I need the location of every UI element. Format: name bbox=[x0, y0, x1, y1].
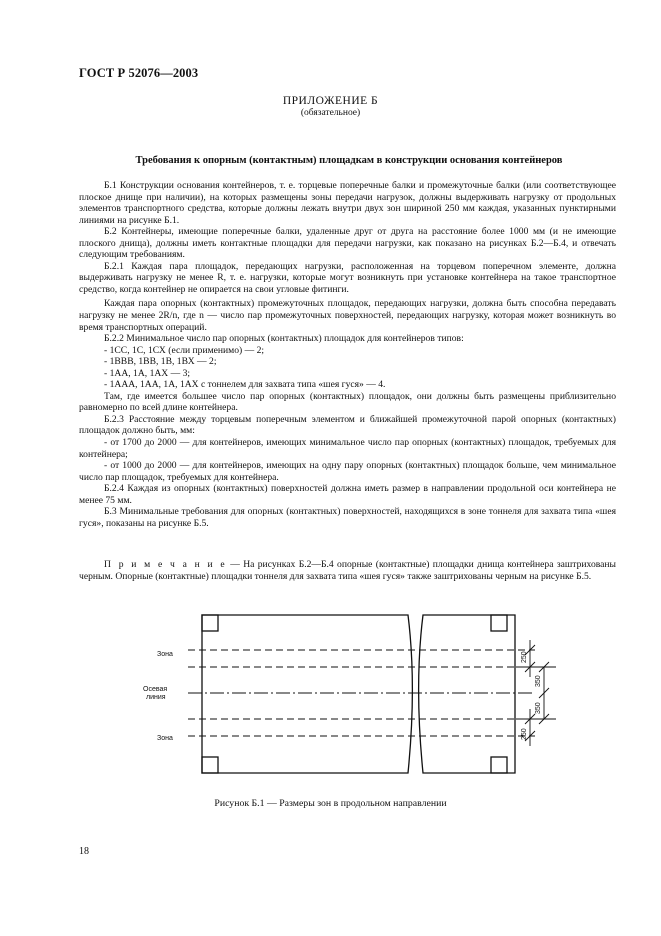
list-item: - от 1000 до 2000 — для контейнеров, имеющих на одну пару опорных (контактных) площадок больше, чем минимальное число пар площадок, требуемых для контейнера. bbox=[79, 460, 616, 483]
list-item: - 1ААА, 1АА, 1А, 1АХ с тоннелем для захвата типа «шея гуся» — 4. bbox=[104, 379, 386, 391]
paragraph: Каждая пара опорных (контактных) промежуточных площадок, передающих нагрузки, должна быть способна передавать нагрузку не менее 2R/n, где n — число пар промежуточных поверхностей, передающих нагрузку, которая может возникнуть во время транспортных операций. bbox=[79, 298, 616, 333]
paragraph: Б.2.2 Минимальное число пар опорных (контактных) площадок для контейнеров типов: bbox=[104, 333, 464, 345]
paragraph: Б.2.3 Расстояние между торцевым поперечным элементом и ближайшей промежуточной парой опорных (контактных) площадок должно быть, мм: bbox=[79, 413, 616, 437]
corner-fitting bbox=[202, 615, 218, 631]
dim-label-250-top: 250 bbox=[521, 651, 528, 663]
label-axis-2: линия bbox=[146, 694, 166, 701]
dim-label-250-bottom: 250 bbox=[521, 728, 528, 740]
note bbox=[79, 559, 616, 582]
note-label: П р и м е ч а н и е bbox=[104, 559, 227, 570]
paragraph: Б.2 Контейнеры, имеющие поперечные балки, удаленные друг от друга на расстояние более 1000 мм (и не имеющие плоского днища), должны иметь контактные площадки для передачи нагрузки, как показано на рисунках Б.2—Б.4, и отвечать следующим требованиям. bbox=[79, 226, 616, 261]
list-item: - 1АА, 1А, 1АХ — 3; bbox=[104, 367, 191, 379]
figure-caption: Рисунок Б.1 — Размеры зон в продольном направлении bbox=[214, 798, 447, 809]
paragraph: Б.3 Минимальные требования для опорных (контактных) поверхностей, находящихся в зоне тоннеля для захвата типа «шея гуся», показаны на рисунке Б.5. bbox=[79, 506, 616, 529]
list-item: - 1СС, 1С, 1СХ (если применимо) — 2; bbox=[104, 344, 265, 356]
document-header: ГОСТ Р 52076—2003 bbox=[79, 66, 199, 80]
list-item: - 1ВВВ, 1ВВ, 1В, 1ВХ — 2; bbox=[104, 356, 217, 368]
paragraph: Б.1 Конструкции основания контейнеров, т. е. торцевые поперечные балки и промежуточные балки (или соответствующее плоское днище при наличии), на которых размещены зоны передачи нагрузок, должны выдерживать нагрузку от продольных элементов транспортного средства, которые должны лежать внутри двух зон шириной 250 мм каждая, указанных пунктирными линиями на рисунке Б.1. bbox=[79, 180, 616, 226]
label-zone-top: Зона bbox=[157, 651, 173, 658]
label-zone-bottom: Зона bbox=[157, 735, 173, 742]
list-item: - от 1700 до 2000 — для контейнеров, имеющих минимальное число пар опорных (контактных) площадок, требуемых для контейнера; bbox=[79, 437, 616, 460]
figure-b1 bbox=[140, 603, 560, 788]
paragraph: Б.2.4 Каждая из опорных (контактных) поверхностей должна иметь размер в направлении продольной оси контейнера не менее 75 мм. bbox=[79, 483, 616, 506]
note-text: — На рисунках Б.2—Б.4 опорные (контактные) площадки днища контейнера заштрихованы черным. Опорные (контактные) площадки тоннеля для захвата типа «шея гуся» также заштрихованы черным на рисунке Б.5. bbox=[79, 559, 616, 582]
appendix-subtitle: (обязательное) bbox=[300, 108, 361, 118]
paragraph: Там, где имеется большее число пар опорных (контактных) площадок, они должны быть размещены приблизительно равномерно по всей длине контейнера. bbox=[79, 390, 616, 414]
corner-fitting bbox=[491, 615, 507, 631]
paragraph: Б.2.1 Каждая пара площадок, передающих нагрузки, расположенная на торцевом поперечном элементе, должна выдерживать нагрузку не менее R, т. е. нагрузки, которые могут возникнуть при установке контейнера на такое транспортное средство, когда контейнер не опирается на свои угловые фитинги. bbox=[79, 260, 616, 295]
label-axis-1: Осевая bbox=[143, 686, 168, 693]
section-title: Требования к опорным (контактным) площадкам в конструкции основания контейнеров bbox=[135, 155, 563, 166]
dim-label-350-top: 350 bbox=[535, 675, 542, 687]
corner-fitting bbox=[491, 757, 507, 773]
corner-fitting bbox=[202, 757, 218, 773]
page-number: 18 bbox=[79, 846, 89, 857]
dim-label-350-bottom: 350 bbox=[535, 702, 542, 714]
body-text bbox=[79, 180, 616, 529]
appendix-title: ПРИЛОЖЕНИЕ Б bbox=[282, 95, 379, 107]
